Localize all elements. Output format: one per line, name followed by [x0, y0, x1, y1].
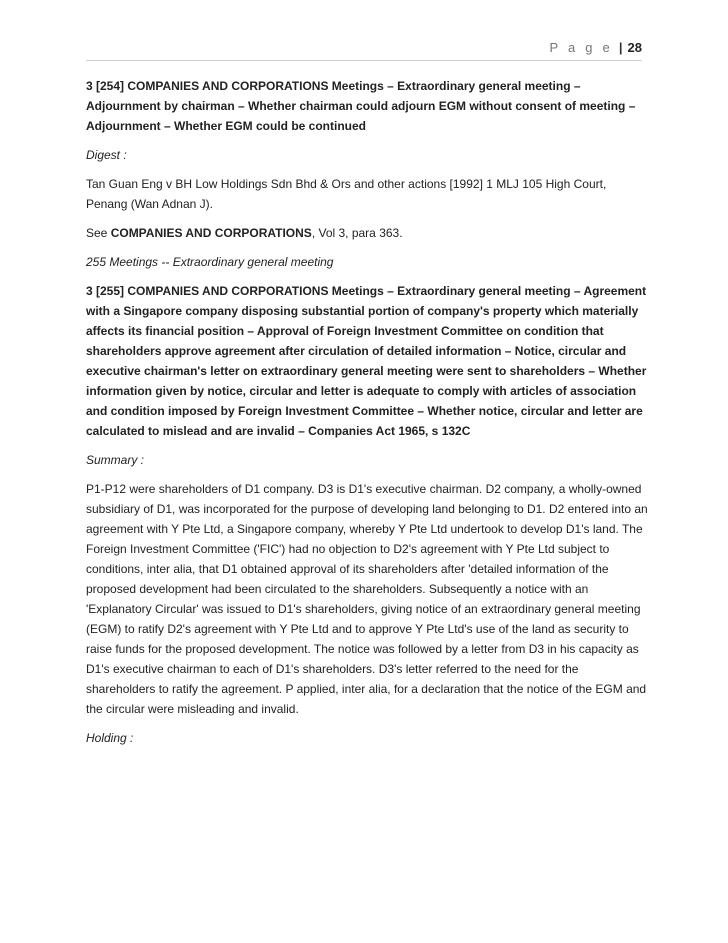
see-topic: COMPANIES AND CORPORATIONS	[110, 226, 312, 240]
digest-label: Digest :	[86, 148, 127, 162]
see-suffix: , Vol 3, para 363.	[311, 226, 403, 240]
holding-label: Holding :	[86, 731, 134, 745]
page-separator: |	[618, 40, 623, 55]
page-label: P a g e	[549, 40, 613, 55]
page-header	[550, 40, 642, 55]
case-citation: Tan Guan Eng v BH Low Holdings Sdn Bhd & Ors and other actions [1992] 1 MLJ 105 High Court, Penang (Wan Adnan J).	[86, 177, 607, 211]
header-divider	[86, 60, 642, 61]
case-heading-254: 3 [254] COMPANIES AND CORPORATIONS Meetings – Extraordinary general meeting – Adjournment by chairman – Whether chairman could adjourn EGM without consent of meeting – Adjournment – Whether EGM could be continued	[86, 79, 636, 133]
page-number: 28	[627, 40, 642, 55]
section-subheading-255: 255 Meetings -- Extraordinary general meeting	[86, 255, 334, 269]
see-reference	[86, 223, 648, 243]
case-heading-255: 3 [255] COMPANIES AND CORPORATIONS Meetings – Extraordinary general meeting – Agreement with a Singapore company disposing substantial portion of company's property which materially affects its financial position – Approval of Foreign Investment Committee on condition that shareholders approve agreement after circulation of detailed information – Notice, circular and executive chairman's letter on extraordinary general meeting were sent to shareholders – Whether information given by notice, circular and letter is adequate to comply with articles of association and condition imposed by Foreign Investment Committee – Whether notice, circular and letter are calculated to mislead and are invalid – Companies Act 1965, s 132C	[86, 284, 647, 438]
see-prefix: See	[86, 226, 111, 240]
summary-label: Summary :	[86, 453, 145, 467]
summary-paragraph: P1-P12 were shareholders of D1 company. D3 is D1's executive chairman. D2 company, a wholly-owned subsidiary of D1, was incorporated for the purpose of developing land belonging to D1. D2 entered into an agreement with Y Pte Ltd, a Singapore company, whereby Y Pte Ltd undertook to develop D1's land. The Foreign Investment Committee ('FIC') had no objection to D2's agreement with Y Pte Ltd subject to conditions, inter alia, that D1 obtained approval of its shareholders after 'detailed information of the proposed development had been circulated to the shareholders. Subsequently a notice with an 'Explanatory Circular' was issued to D1's shareholders, giving notice of an extraordinary general meeting (EGM) to ratify D2's agreement with Y Pte Ltd and to approve Y Pte Ltd's use of the land as security to raise funds for the proposed development. The notice was followed by a letter from D3 in his capacity as D1's executive chairman to each of D1's shareholders. D3's letter referred to the need for the shareholders to ratify the agreement. P applied, inter alia, for a declaration that the notice of the EGM and the circular were misleading and invalid.	[86, 482, 648, 716]
document-body	[86, 76, 648, 757]
